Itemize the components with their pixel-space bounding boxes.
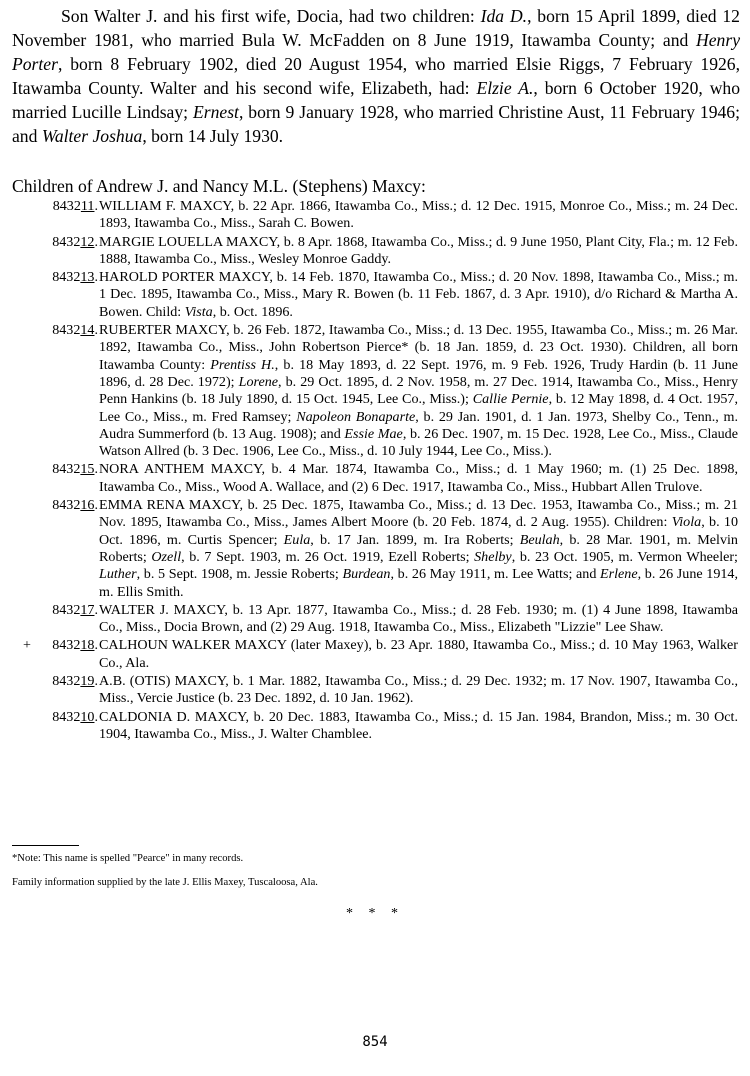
intro-text: Son Walter J. and his first wife, Docia, had two children: bbox=[61, 6, 481, 26]
intro-text: , born 6 October 1920, who married Lucille Lindsay; bbox=[12, 78, 741, 122]
intro-text: , born 8 February 1902, died 20 August 1954, who married Elsie Riggs, 7 February 1926, Itawamba County. Walter and his second wife, Elizabeth, had: bbox=[12, 54, 740, 98]
entry-text: MARGIE LOUELLA MAXCY, b. 8 Apr. 1868, Itawamba Co., Miss.; d. 9 June 1950, Plant City, Fla.; m. 12 Feb. 1888, Itawamba Co., Miss., Wesley Monroe Gaddy. bbox=[99, 233, 738, 267]
intro-text: , born 15 April 1899, died 12 November 1981, who married Bula W. McFadden on 8 June 1919, Itawamba County; and bbox=[12, 6, 740, 50]
entry-number: 843211. bbox=[52, 198, 98, 214]
list-item bbox=[0, 198, 750, 233]
child-name: Ida D. bbox=[480, 6, 528, 26]
entry-text: A.B. (OTIS) MAXCY, b. 1 Mar. 1882, Itawamba Co., Miss.; d. 29 Dec. 1932; m. 17 Nov. 1907, Itawamba Co., Miss., Vercie Justice (b. 23 Dec. 1892, d. 10 Jan. 1962). bbox=[99, 673, 738, 707]
entry-number: + 843218. bbox=[23, 637, 98, 654]
list-item bbox=[0, 461, 750, 496]
footnote: *Note: This name is spelled "Pearce" in many records. bbox=[12, 853, 244, 864]
entry-text: HAROLD PORTER MAXCY, b. 14 Feb. 1870, Itawamba Co., Miss.; d. 20 Nov. 1898, Itawamba Co., Miss.; m. 1 Dec. 1895, Itawamba Co., Miss., Mary R. Bowen (b. 11 Feb. 1867, d. 3 Apr. 1910), d/o Richard & Martha A. Bowen. Child: Vista, b. Oct. 1896. bbox=[99, 269, 738, 320]
entry-number: 843219. bbox=[52, 673, 98, 690]
entry-text: EMMA RENA MAXCY, b. 25 Dec. 1875, Itawamba Co., Miss.; d. 13 Dec. 1953, Itawamba Co., Miss.; m. 21 Nov. 1895, Itawamba Co., Miss., James Albert Moore (b. 20 Feb. 1874, d. 2 Aug. 1955). Children: Viola, b. 10 Oct. 1896, m. Curtis Spencer; Eula, b. 17 Jan. 1899, m. Ira Roberts; Beulah, b. 28 Mar. 1901, m. Melvin Roberts; Ozell, b. 7 Sept. 1903, m. 26 Oct. 1919, Ezell Roberts; Shelby, b. 23 Oct. 1905, m. Vermon Wheeler; Luther, b. 5 Sept. 1908, m. Jessie Roberts; Burdean, b. 26 May 1911, m. Lee Watts; and Erlene, b. 26 June 1914, m. Ellis Smith. bbox=[99, 497, 739, 600]
child-name: Elzie A. bbox=[476, 78, 534, 98]
page-number: 854 bbox=[362, 1034, 388, 1050]
entry-number: 843210. bbox=[52, 708, 98, 725]
list-item bbox=[0, 234, 750, 269]
entry-text: NORA ANTHEM MAXCY, b. 4 Mar. 1874, Itawamba Co., Miss.; d. 1 May 1960; m. (1) 25 Dec. 1898, Itawamba Co., Miss., Wood A. Wallace, and (2) 6 Dec. 1917, Itawamba Co., Miss., Hubbart Allen Trulove. bbox=[99, 461, 738, 495]
entry-number: 843214. bbox=[52, 322, 98, 339]
child-name: Ernest bbox=[193, 102, 239, 122]
entry-text: WILLIAM F. MAXCY, b. 22 Apr. 1866, Itawamba Co., Miss.; d. 12 Dec. 1915, Monroe Co., Miss.; m. 24 Dec. 1893, Itawamba Co., Miss., Sarah C. Bowen. bbox=[99, 198, 738, 232]
list-item bbox=[0, 602, 750, 637]
list-item bbox=[0, 673, 750, 708]
list-item bbox=[0, 269, 750, 321]
entry-number: 843217. bbox=[52, 601, 98, 618]
intro-text: , born 14 July 1930. bbox=[142, 126, 284, 146]
entry-text: CALHOUN WALKER MAXCY (later Maxey), b. 23 Apr. 1880, Itawamba Co., Miss.; d. 10 May 1963, Walker Co., Ala. bbox=[99, 637, 738, 671]
list-item bbox=[0, 497, 750, 601]
entry-text: RUBERTER MAXCY, b. 26 Feb. 1872, Itawamba Co., Miss.; d. 13 Dec. 1955, Itawamba Co., Miss.; m. 26 Mar. 1892, Itawamba Co., Miss., John Robertson Pierce* (b. 18 Jan. 1859, d. 23 Oct. 1930). Children, all born Itawamba County: Prentiss H., b. 18 May 1893, d. 22 Sept. 1976, m. 9 Feb. 1926, Trudy Hardin (b. 11 June 1896, d. 28 Dec. 1972); Lorene, b. 29 Oct. 1895, d. 2 Nov. 1958, m. 27 Dec. 1914, Itawamba Co., Miss., Henry Penn Hankins (b. 18 July 1890, d. 15 Oct. 1945, Lee Co., Miss.); Callie Pernie, b. 12 May 1898, d. 4 Oct. 1957, Lee Co., Miss., m. Fred Ramsey; Napoleon Bonaparte, b. 29 Jan. 1901, d. 1 Jan. 1973, Shelby Co., Tenn., m. Audra Summerford (b. 13 Aug. 1908); and Essie Mae, b. 26 Dec. 1907, m. 15 Dec. 1928, Lee Co., Miss., Claude Watson Allred (b. 3 Dec. 1906, Lee Co., Miss., d. 10 July 1944, Lee Co., Miss.). bbox=[99, 322, 739, 460]
children-list bbox=[0, 198, 750, 744]
source-note: Family information supplied by the late J. Ellis Maxey, Tuscaloosa, Ala. bbox=[12, 877, 318, 888]
footnote-divider bbox=[12, 845, 79, 846]
entry-number: 843213. bbox=[52, 269, 98, 286]
list-item bbox=[0, 322, 750, 460]
list-item bbox=[0, 709, 750, 744]
intro-paragraph bbox=[12, 4, 740, 148]
intro-text: , born 9 January 1928, who married Christine Aust, 11 February 1946; and bbox=[12, 102, 740, 146]
section-separator: * * * bbox=[346, 906, 404, 921]
entry-number: 843216. bbox=[52, 497, 98, 514]
entry-number: 843215. bbox=[52, 461, 98, 478]
child-name: Henry Porter bbox=[12, 30, 740, 74]
entry-number: 843212. bbox=[52, 233, 98, 250]
children-heading: Children of Andrew J. and Nancy M.L. (Stephens) Maxcy: bbox=[12, 176, 426, 196]
entry-text: CALDONIA D. MAXCY, b. 20 Dec. 1883, Itawamba Co., Miss.; d. 15 Jan. 1984, Brandon, Miss.; m. 30 Oct. 1904, Itawamba Co., Miss., J. Walter Chamblee. bbox=[99, 708, 738, 742]
entry-text: WALTER J. MAXCY, b. 13 Apr. 1877, Itawamba Co., Miss.; d. 28 Feb. 1930; m. (1) 4 June 1898, Itawamba Co., Miss., Docia Brown, and (2) 29 Aug. 1918, Itawamba Co., Miss., Elizabeth "Lizzie" Lee Shaw. bbox=[99, 601, 738, 636]
child-name: Walter Joshua bbox=[41, 126, 143, 146]
continuation-marker: + bbox=[23, 637, 31, 654]
list-item bbox=[0, 637, 750, 672]
